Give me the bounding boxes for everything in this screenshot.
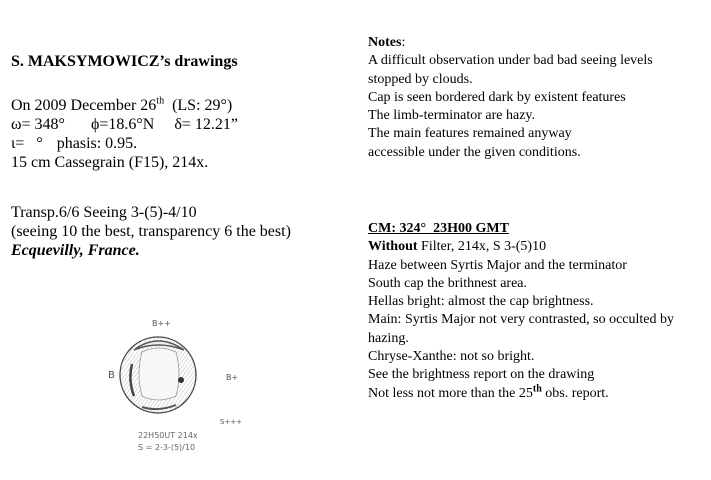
label-top: B++ xyxy=(152,319,171,328)
notes-line: A difficult observation under bad bad seeing levels xyxy=(368,53,653,69)
notes-line: The main features remained anyway xyxy=(368,126,572,142)
phi-value: ϕ=18.6°N xyxy=(90,116,155,133)
date-text: On 2009 December 26 xyxy=(11,97,157,114)
notes-heading-text: Notes xyxy=(368,35,402,50)
mars-drawing xyxy=(108,310,258,480)
observation-details xyxy=(11,96,238,172)
coordinates-line xyxy=(11,115,238,134)
label-bottom: S+++ xyxy=(220,418,243,426)
delta-value: δ= 12.21” xyxy=(174,116,239,133)
seeing-details xyxy=(11,203,311,260)
phase-line xyxy=(11,134,238,153)
report-line: South cap the brithnest area. xyxy=(368,275,528,291)
report-line: Chryse-Xanthe: not so bright. xyxy=(368,349,535,365)
report-line: Haze between Syrtis Major and the terminator xyxy=(368,257,627,273)
report-last-line xyxy=(368,385,703,403)
filter-line xyxy=(368,238,703,256)
seeing-note: (seeing 10 the best, transparency 6 the best) xyxy=(11,223,291,240)
report-main-line: Main: Syrtis Major not very contrasted, so occulted by hazing. xyxy=(368,312,674,346)
omega-value: ω= 348° xyxy=(11,116,65,133)
notes-section xyxy=(368,34,703,162)
last-line-end: obs. report. xyxy=(541,385,609,401)
iota-value: ι= ° xyxy=(11,135,43,152)
report-section xyxy=(368,220,703,403)
transparency-seeing: Transp.6/6 Seeing 3-(5)-4/10 xyxy=(11,204,197,221)
notes-line: Cap is seen bordered dark by existent features xyxy=(368,89,626,105)
notes-heading-colon: : xyxy=(401,35,406,50)
label-left: B xyxy=(108,370,115,381)
bright-spot xyxy=(178,377,184,383)
notes-line: stopped by clouds. xyxy=(368,71,473,87)
notes-line: The limb-terminator are hazy. xyxy=(368,108,536,124)
notes-heading xyxy=(368,34,703,52)
observation-date xyxy=(11,96,238,115)
notes-line: accessible under the given conditions. xyxy=(368,144,581,160)
report-line: See the brightness report on the drawing xyxy=(368,367,595,383)
last-line-sup: th xyxy=(532,383,542,395)
filter-bold: Without xyxy=(368,239,418,255)
phasis-value: phasis: 0.95. xyxy=(56,135,138,152)
telescope-line: 15 cm Cassegrain (F15), 214x. xyxy=(11,154,209,171)
filter-rest: Filter, 214x, S 3-(5)10 xyxy=(417,239,547,255)
caption-seeing: S = 2-3-(5)/10 xyxy=(138,443,196,452)
report-line: Hellas bright: almost the cap brightness. xyxy=(368,294,594,310)
cm-heading: CM: 324° 23H00 GMT xyxy=(368,221,509,236)
disc-interior xyxy=(139,348,179,400)
ls-value: (LS: 29°) xyxy=(164,97,233,114)
last-line-text: Not less not more than the 25 xyxy=(368,385,533,401)
location: Ecquevilly, France. xyxy=(11,242,140,259)
label-right: B+ xyxy=(226,373,239,382)
caption-time: 22H50UT 214x xyxy=(138,431,198,440)
page-title: S. MAKSYMOWICZ’s drawings xyxy=(11,53,238,70)
date-suffix: th xyxy=(156,95,165,107)
